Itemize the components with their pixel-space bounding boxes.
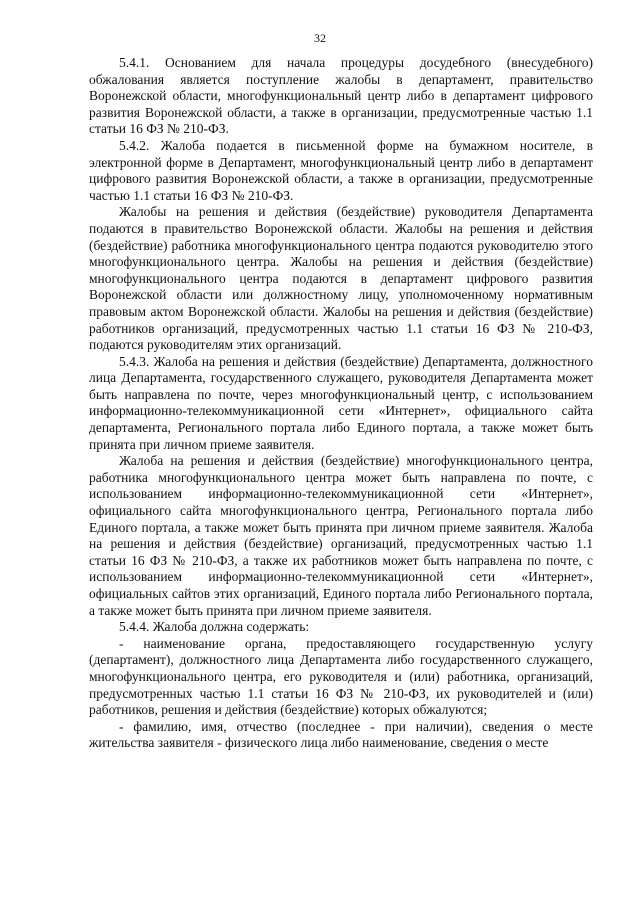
paragraph-5-4-1: 5.4.1. Основанием для начала процедуры досудебного (внесудебного) обжалования является поступление жалобы в департамент, правительство Воронежской области, многофункциональный центр либо в департамент цифрового развития Воронежской области, а также в организации, предусмотренные частью 1.1 статьи 16 ФЗ № 210-ФЗ. bbox=[89, 55, 593, 137]
paragraph-mfc-complaints: Жалоба на решения и действия (бездействие) многофункционального центра, работника многофункционального центра может быть направлена по почте, с использованием информационно-телекоммуникационной сети «Интернет», официального сайта многофункционального центра, Регионального портала либо Единого портала, а также может быть принята при личном приеме заявителя. Жалоба на решения и действия (бездействие) организаций, предусмотренных частью 1.1 статьи 16 ФЗ № 210-ФЗ, а также их работников может быть направлена по почте, с использованием информационно-телекоммуникационной сети «Интернет», официальных сайтов этих организаций, Единого портала либо Регионального портала, а также может быть принята при личном приеме заявителя. bbox=[89, 453, 593, 618]
paragraph-5-4-2: 5.4.2. Жалоба подается в письменной форме на бумажном носителе, в электронной форме в Департамент, многофункциональный центр либо в департамент цифрового развития Воронежской области, а также в организации, предусмотренные частью 1.1 статьи 16 ФЗ № 210-ФЗ. bbox=[89, 137, 593, 203]
paragraph-complaints-addressees: Жалобы на решения и действия (бездействие) руководителя Департамента подаются в правительство Воронежской области. Жалобы на решения и действия (бездействие) работника многофункционального центра подаются руководителю этого многофункционального центра. Жалобы на решения и действия (бездействие) многофункционального центра подаются в департамент цифрового развития Воронежской области или должностному лицу, уполномоченному нормативным правовым актом Воронежской области. Жалобы на решения и действия (бездействие) работников организаций, предусмотренных частью 1.1 статьи 16 ФЗ № 210-ФЗ, подаются руководителям этих организаций. bbox=[89, 204, 593, 353]
page-number: 32 bbox=[314, 31, 326, 45]
paragraph-5-4-3: 5.4.3. Жалоба на решения и действия (бездействие) Департамента, должностного лица Департамента, государственного служащего, руководителя Департамента может быть направлена по почте, через многофункциональный центр, с использованием информационно-телекоммуникационной сети «Интернет», официального сайта департамента, Регионального портала либо Единого портала, а также может быть принята при личном приеме заявителя. bbox=[89, 353, 593, 452]
list-item-authority-name: - наименование органа, предоставляющего государственную услугу (департамент), должностного лица Департамента либо государственного служащего, многофункционального центра, его руководителя и (или) работника, организаций, предусмотренных частью 1.1 статьи 16 ФЗ № 210-ФЗ, их руководителей и (или) работников, решения и действия (бездействие) которых обжалуются; bbox=[89, 635, 593, 718]
list-item-applicant-details: - фамилию, имя, отчество (последнее - при наличии), сведения о месте жительства заявителя - физического лица либо наименование, сведения о месте bbox=[89, 718, 593, 751]
document-body bbox=[89, 55, 593, 752]
paragraph-5-4-4: 5.4.4. Жалоба должна содержать: bbox=[119, 619, 310, 635]
